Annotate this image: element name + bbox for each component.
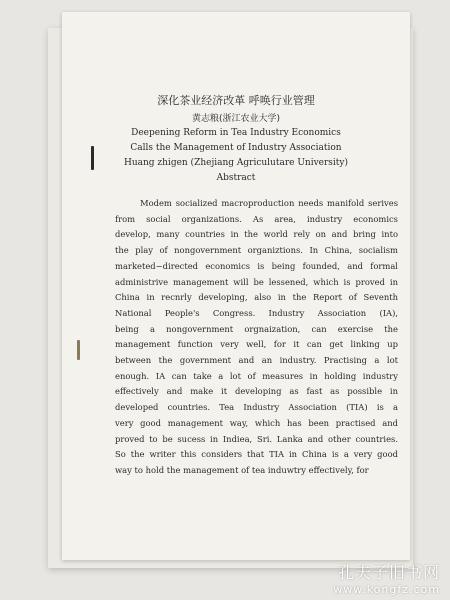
english-title-line-1: Deepening Reform in Tea Industry Economics bbox=[131, 128, 341, 138]
abstract-line: National People's Congress. Industry Association (IA), bbox=[115, 307, 398, 318]
abstract-line: developed countries. Tea Industry Association (TIA) is a bbox=[115, 402, 398, 413]
abstract-line: enough. IA can take a lot of measures in holding industry bbox=[115, 370, 398, 381]
english-author: Huang zhigen (Zhejiang Agriculutare University) bbox=[123, 158, 349, 168]
watermark-url: www.kongfz.com bbox=[333, 583, 440, 596]
abstract-line: So the writer this considers that TIA in China is a very good bbox=[115, 449, 398, 460]
abstract-line: Modem socialized macroproduction needs manifold serives bbox=[140, 198, 398, 208]
abstract-heading: Abstract bbox=[216, 173, 256, 183]
abstract-line: administrive management will be lessened, which is proved in bbox=[115, 276, 398, 287]
abstract-line: effectively and make it developing as fast as possible in bbox=[115, 386, 398, 397]
abstract-body bbox=[115, 196, 398, 479]
title-block bbox=[62, 92, 410, 186]
abstract-line: develop, many countries in the world rely on and bring into bbox=[115, 229, 398, 240]
abstract-line: between the government and an industry. Practising a lot bbox=[115, 355, 398, 366]
watermark-text: 孔夫子旧书网 bbox=[337, 563, 440, 582]
site-watermark bbox=[333, 560, 440, 596]
abstract-line: China in recnrly developing, also in the Report of Seventh bbox=[115, 292, 398, 303]
abstract-line: very good management way, which has been practised and bbox=[115, 417, 398, 428]
abstract-line: the play of nongovernment organiztions. In China, socialism bbox=[115, 245, 398, 256]
staple-mark bbox=[77, 340, 80, 360]
abstract-line: being a nongovernment orgnaization, can exercise the bbox=[115, 323, 398, 334]
abstract-line: way to hold the management of tea induwtry effectively, for bbox=[115, 464, 369, 475]
abstract-line: proved to be sucess in Indiea, Sri. Lanka and other countries. bbox=[115, 433, 398, 444]
abstract-line: marketed−directed economics is being founded, and formal bbox=[115, 260, 398, 271]
chinese-author: 黄志粮(浙江农业大学) bbox=[191, 114, 281, 124]
english-title-line-2: Calls the Management of Industry Association bbox=[130, 143, 342, 153]
abstract-line: from social organizations. As area, industry economics bbox=[115, 213, 398, 224]
chinese-title: 深化茶业经济改革 呼唤行业管理 bbox=[157, 94, 315, 107]
abstract-line: management function very well, for it can get linking up bbox=[115, 339, 398, 350]
